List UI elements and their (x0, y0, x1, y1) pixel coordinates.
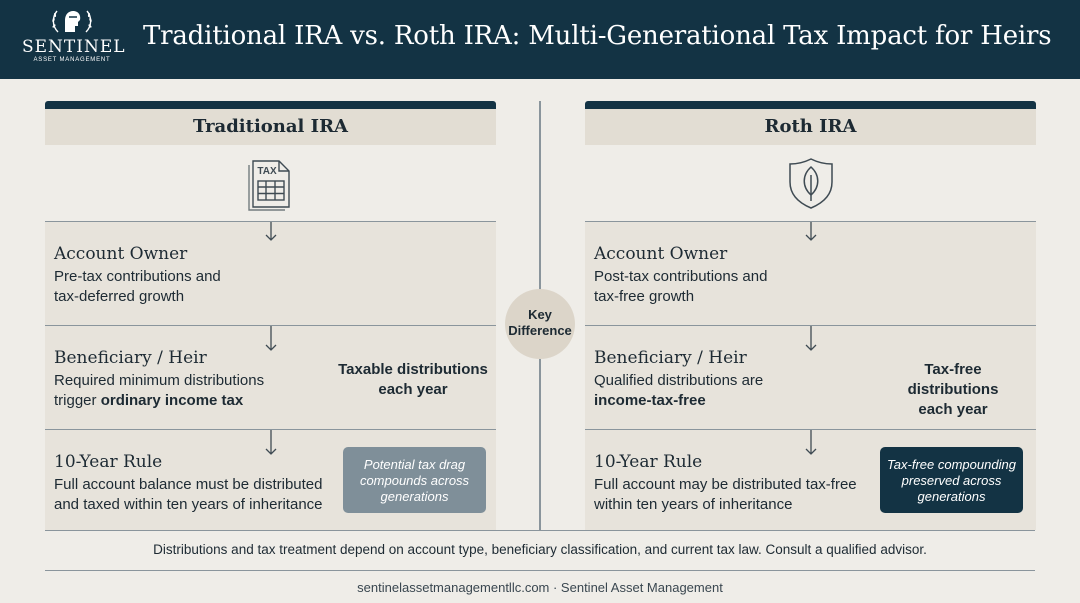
column-top-bar (45, 101, 496, 109)
logo-subtitle: ASSET MANAGEMENT (33, 57, 111, 63)
owner-desc-line2: tax-free growth (594, 288, 695, 305)
footer-website: sentinelassetmanagementllc.com · Sentinel Asset Management (357, 580, 723, 595)
note-line2: each year (918, 401, 988, 418)
footnote-top-rule (45, 530, 1035, 531)
disclaimer-footnote: Distributions and tax treatment depend on account type, beneficiary classification, and current tax law. Consult a qualified advisor. (153, 542, 927, 557)
arrow-down-icon (265, 222, 277, 242)
beneficiary-desc-line1: Qualified distributions are (594, 372, 764, 389)
note-line2: each year (378, 381, 448, 398)
key-line1: Key (528, 307, 552, 322)
owner-title: Account Owner (54, 244, 188, 264)
logo-name: SENTINEL (22, 37, 126, 57)
roth-ten-year-row (585, 429, 1036, 530)
owner-desc-line1: Post-tax contributions and (594, 268, 768, 285)
callout-line1: Tax-free compounding (887, 457, 1016, 472)
roth-ira-heading: Roth IRA (585, 109, 1036, 145)
beneficiary-description (594, 371, 763, 411)
note-line1: Tax-free distributions (907, 361, 999, 398)
traditional-owner-row (45, 221, 496, 325)
logo (22, 8, 126, 72)
key-line2: Difference (508, 323, 572, 338)
callout-line3: generations (917, 489, 986, 504)
owner-title: Account Owner (594, 244, 728, 264)
arrow-down-icon (805, 326, 817, 352)
page-title: Traditional IRA vs. Roth IRA: Multi-Generational Tax Impact for Heirs (143, 21, 1052, 51)
ten-year-title: 10-Year Rule (54, 452, 163, 472)
tax-free-distributions-note (878, 360, 1028, 420)
callout-line2: compounds across (359, 473, 470, 488)
ten-year-description (54, 475, 323, 515)
arrow-down-icon (805, 430, 817, 456)
callout-line2: preserved across (901, 473, 1002, 488)
roth-owner-row (585, 221, 1036, 325)
owner-description (54, 267, 221, 307)
traditional-beneficiary-row (45, 325, 496, 429)
beneficiary-desc-line1: Required minimum distributions (54, 372, 265, 389)
column-top-bar (585, 101, 1036, 109)
key-difference-badge (505, 289, 575, 359)
taxable-distributions-note (338, 360, 488, 400)
tax-free-compounding-callout (880, 447, 1023, 513)
tax-drag-callout (343, 447, 486, 513)
tax-document-icon (245, 155, 297, 211)
ten-year-desc-line1: Full account may be distributed tax-free (594, 476, 857, 493)
callout-line1: Potential tax drag (363, 457, 466, 472)
note-line1: Taxable distributions (338, 361, 488, 378)
ten-year-desc-line2: within ten years of inheritance (594, 496, 793, 513)
traditional-ten-year-row (45, 429, 496, 530)
beneficiary-description (54, 371, 264, 411)
arrow-down-icon (265, 430, 277, 456)
ten-year-desc-line2: and taxed within ten years of inheritance (54, 496, 323, 513)
owner-description (594, 267, 767, 307)
tax-icon-label: TAX (257, 166, 277, 177)
ten-year-description (594, 475, 857, 515)
owner-desc-line2: tax-deferred growth (54, 288, 185, 305)
owner-desc-line1: Pre-tax contributions and (54, 268, 221, 285)
traditional-ira-heading: Traditional IRA (45, 109, 496, 145)
roth-beneficiary-row (585, 325, 1036, 429)
ten-year-title: 10-Year Rule (594, 452, 703, 472)
ten-year-desc-line1: Full account balance must be distributed (54, 476, 323, 493)
footer-top-rule (45, 570, 1035, 571)
header-banner (0, 0, 1080, 79)
arrow-down-icon (805, 222, 817, 242)
traditional-ira-column (45, 101, 496, 530)
beneficiary-desc-prefix: trigger (54, 392, 101, 409)
beneficiary-title: Beneficiary / Heir (54, 348, 207, 368)
shield-leaf-icon (785, 155, 837, 211)
callout-line3: generations (380, 489, 449, 504)
beneficiary-desc-bold: ordinary income tax (100, 392, 244, 409)
helmet-laurel-icon (49, 8, 95, 36)
roth-ira-column (585, 101, 1036, 530)
arrow-down-icon (265, 326, 277, 352)
beneficiary-title: Beneficiary / Heir (594, 348, 747, 368)
beneficiary-desc-bold: income-tax-free (594, 392, 706, 409)
